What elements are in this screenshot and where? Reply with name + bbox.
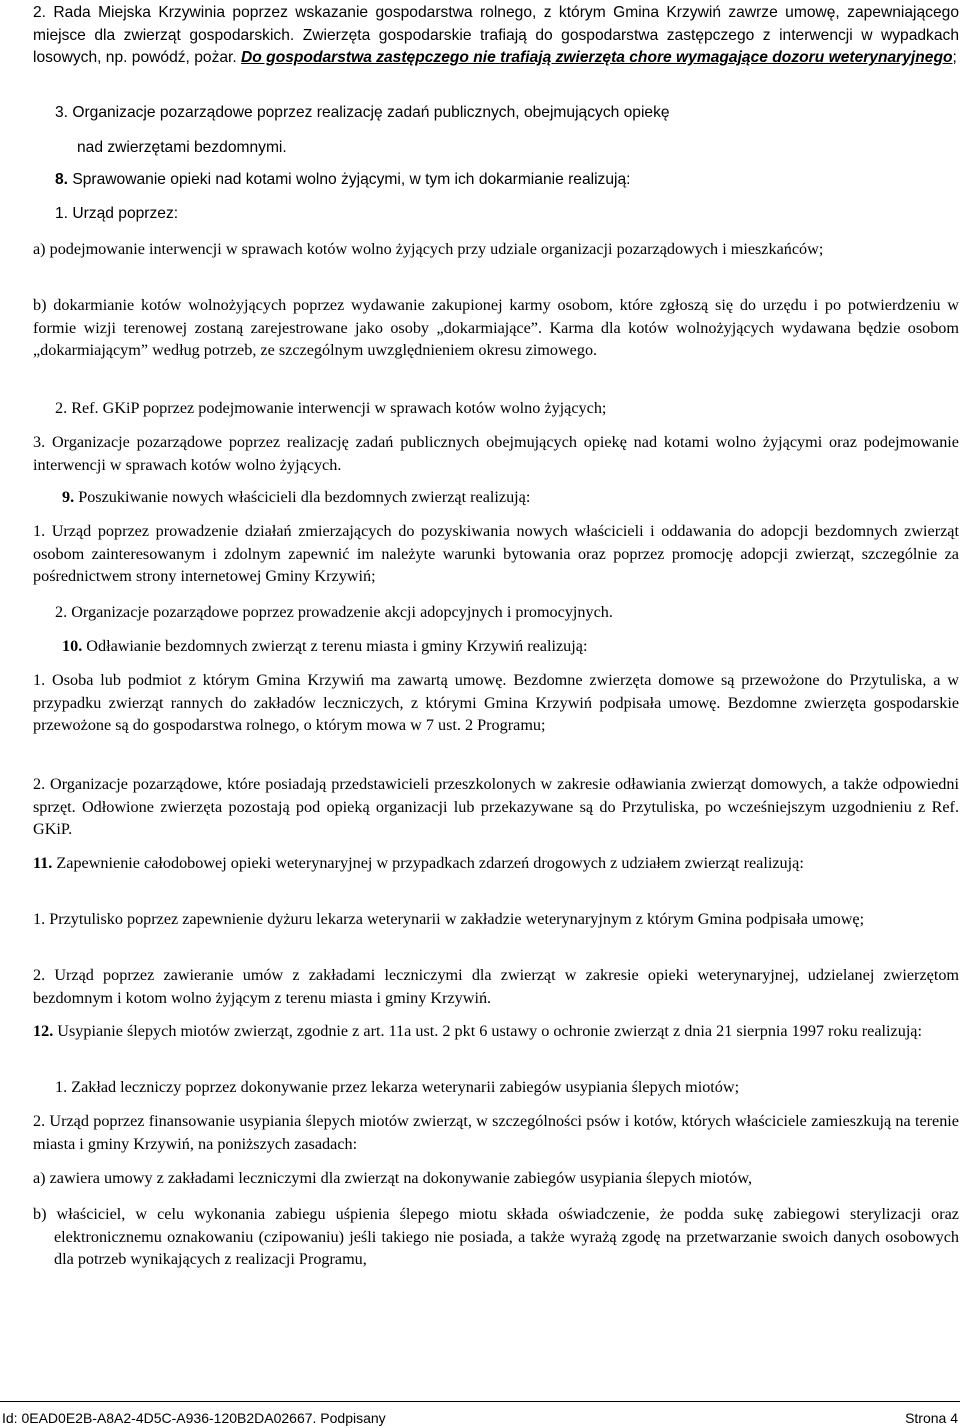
paragraph-text: 3. Organizacje pozarządowe poprzez realizację zadań publicznych, obejmujących opiekę	[55, 104, 670, 121]
section-title: Poszukiwanie nowych właścicieli dla bezdomnych zwierząt realizują:	[74, 488, 531, 506]
item-text: 1. Osoba lub podmiot z którym Gmina Krzywiń ma zawartą umowę. Bezdomne zwierzęta domowe są przewożone do Przytuliska, a w przypadku zwierząt rannych do zakładów leczniczych, z którymi Gmina Krzywiń podpisała umowę. Bezdomne zwierzęta gospodarskie przewożone są do gospodarstwa rolnego, o którym mowa w 7 ust. 2 Programu;	[33, 671, 959, 734]
item-text: b) właściciel, w celu wykonania zabiegu uśpienia ślepego miotu składa oświadczenie, że podda sukę zabiegowi sterylizacji oraz elektronicznemu oznakowaniu (czipowaniu) jeśli takiego nie posiada, a także wyrażą zgodę na przetwarzanie swoich danych osobowych dla potrzeb wynikających z realizacji Programu,	[33, 1205, 959, 1268]
item-text: b) dokarmianie kotów wolnożyjących poprzez wydawanie zakupionej karmy osobom, które zgłoszą się do urzędu i po potwierdzeniu w formie wizji terenowej zostaną zarejestrowane jako osoby „dokarmiające”. Karma dla kotów wolnożyjących wydawana będzie osobom „dokarmiającym” według potrzeb, ze szczególnym uwzględnieniem okresu zimowego.	[33, 296, 959, 359]
section-8-item-1	[55, 203, 935, 226]
section-8-item-2	[55, 397, 935, 420]
item-text: 2. Organizacje pozarządowe poprzez prowadzenie akcji adopcyjnych i promocyjnych.	[55, 603, 613, 621]
item-text: 1. Zakład leczniczy poprzez dokonywanie przez lekarza weterynarii zabiegów usypiania ślepych miotów;	[55, 1078, 740, 1096]
section-9-item-2	[55, 601, 935, 624]
section-9-heading	[62, 486, 942, 509]
section-number: 11.	[33, 854, 53, 872]
paragraph-text: 2. Rada Miejska Krzywinia poprzez wskazanie gospodarstwa rolnego, z którym Gmina Krzywiń zawrze umowę, zapewniającego miejsce dla zwierząt gospodarskich. Zwierzęta gospodarskie trafiają do gospodarstwa zastępczego z interwencji w wypadkach losowych, np. powódź, pożar.	[33, 4, 959, 66]
section-10-item-1	[33, 669, 959, 737]
section-title: Zapewnienie całodobowej opieki weterynaryjnej w przypadkach zdarzeń drogowych z udziałem zwierząt realizują:	[52, 854, 804, 872]
section-number: 12.	[33, 1022, 54, 1040]
section-9-item-1	[33, 520, 959, 588]
section-11-item-2	[33, 964, 959, 1009]
section-12-heading	[33, 1020, 959, 1043]
item-text: a) zawiera umowy z zakładami leczniczymi dla zwierząt na dokonywanie zabiegów usypiania ślepych miotów,	[33, 1169, 753, 1187]
section-title: Odławianie bezdomnych zwierząt z terenu miasta i gminy Krzywiń realizują:	[82, 637, 588, 655]
section-number: 9.	[62, 488, 75, 506]
item-text: 2. Ref. GKiP poprzez podejmowanie interwencji w sprawach kotów wolno żyjących;	[55, 399, 607, 417]
section-number: 10.	[62, 637, 83, 655]
document-id: Id: 0EAD0E2B-A8A2-4D5C-A936-120B2DA02667. Podpisany	[2, 1410, 386, 1426]
section-10-item-2	[33, 773, 959, 841]
section-8-heading	[55, 169, 935, 192]
section-8-item-3	[33, 431, 959, 476]
paragraph-text: nad zwierzętami bezdomnymi.	[77, 139, 287, 156]
item-text: 1. Urząd poprzez:	[55, 205, 179, 222]
section-11-item-1	[33, 908, 959, 931]
page-number: Strona 4	[905, 1410, 958, 1426]
page-footer	[0, 1401, 960, 1428]
section-12-item-1	[55, 1076, 935, 1099]
section-8-item-b	[33, 294, 959, 362]
section-title: Usypianie ślepych miotów zwierząt, zgodnie z art. 11a ust. 2 pkt 6 ustawy o ochronie zwierząt z dnia 21 sierpnia 1997 roku realizują:	[53, 1022, 922, 1040]
section-8-item-a	[33, 238, 959, 261]
paragraph-rada-miejska	[33, 2, 959, 70]
paragraph-organizacje-a	[55, 102, 935, 125]
item-text: a) podejmowanie interwencji w sprawach kotów wolno żyjących przy udziale organizacji pozarządowych i mieszkańców;	[33, 240, 824, 258]
section-12-item-a	[33, 1167, 959, 1190]
section-11-heading	[33, 852, 959, 875]
item-text: 2. Urząd poprzez finansowanie usypiania ślepych miotów zwierząt, w szczególności psów i kotów, których właściciele zamieszkują na terenie miasta i gminy Krzywiń, na poniższych zasadach:	[33, 1112, 959, 1153]
item-text: 3. Organizacje pozarządowe poprzez realizację zadań publicznych obejmujących opiekę nad kotami wolno żyjącymi oraz podejmowanie interwencji w sprawach kotów wolno żyjących.	[33, 433, 959, 474]
emphasized-text: Do gospodarstwa zastępczego nie trafiają zwierzęta chore wymagające dozoru weterynaryjnego	[241, 49, 953, 66]
section-10-heading	[62, 635, 942, 658]
section-12-item-b	[33, 1203, 959, 1271]
item-text: 1. Urząd poprzez prowadzenie działań zmierzających do pozyskiwania nowych właścicieli i oddawania do adopcji bezdomnych zwierząt osobom zainteresowanym i zdolnym zapewnić im należyte warunki bytowania oraz poprzez promocję adopcji zwierząt, szczególnie za pośrednictwem strony internetowej Gminy Krzywiń;	[33, 522, 959, 585]
item-text: 2. Organizacje pozarządowe, które posiadają przedstawicieli przeszkolonych w zakresie odławiania zwierząt domowych, a także odpowiedni sprzęt. Odłowione zwierzęta pozostają pod opieką organizacji lub przekazywane są do Przytuliska, po wcześniejszym uzgodnieniu z Ref. GKiP.	[33, 775, 959, 838]
item-text: 1. Przytulisko poprzez zapewnienie dyżuru lekarza weterynarii w zakładzie weterynaryjnym z którym Gmina podpisała umowę;	[33, 910, 865, 928]
paragraph-end: ;	[952, 49, 957, 66]
section-title: Sprawowanie opieki nad kotami wolno żyjącymi, w tym ich dokarmianie realizują:	[68, 171, 631, 188]
paragraph-organizacje-b	[77, 137, 937, 160]
item-text: 2. Urząd poprzez zawieranie umów z zakładami leczniczymi dla zwierząt w zakresie opieki weterynaryjnej, udzielanej zwierzętom bezdomnym i kotom wolno żyjącym z terenu miasta i gminy Krzywiń.	[33, 966, 959, 1007]
section-number: 8.	[55, 171, 69, 188]
section-12-item-2	[33, 1110, 959, 1155]
